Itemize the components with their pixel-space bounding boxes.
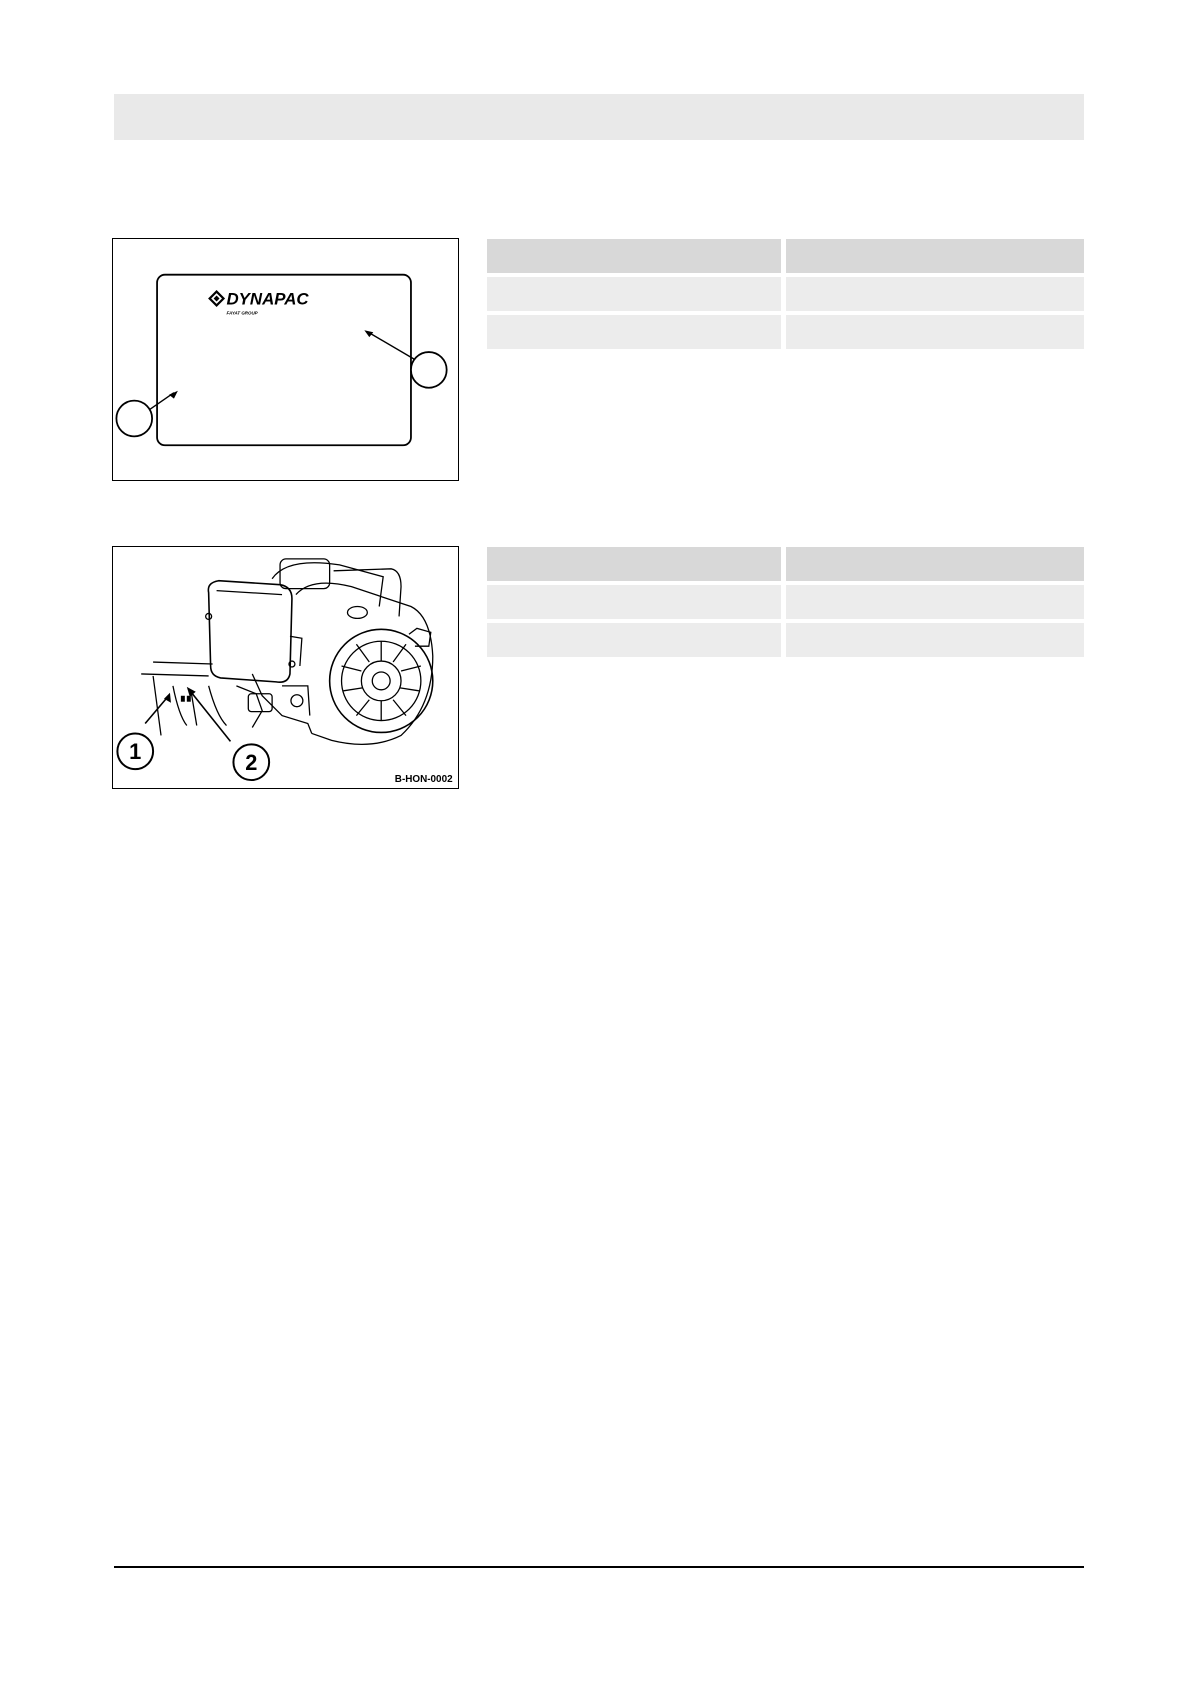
engine-illustration [141, 559, 433, 744]
table-header-cell [487, 547, 781, 581]
spec-table-2 [487, 547, 1084, 657]
arrow-head-icon [364, 330, 373, 337]
dynapac-logo-icon [210, 292, 224, 306]
callout-circle-right [411, 352, 447, 388]
logo-subtext: FAYAT GROUP [226, 310, 258, 316]
leader-line-right [368, 332, 414, 359]
table-cell [487, 623, 781, 657]
table-cell [487, 315, 781, 349]
type-plate-figure [112, 238, 459, 481]
callout-circle-left [116, 401, 152, 437]
leader-line-2 [191, 692, 231, 742]
table-cell [786, 315, 1084, 349]
table-cell [786, 623, 1084, 657]
page-header-bar [114, 94, 1084, 140]
table-header-cell [487, 239, 781, 273]
figure-code: B-HON-0002 [394, 774, 453, 786]
callout-1-label: 1 [129, 739, 142, 765]
table-header-cell [786, 547, 1084, 581]
callout-2-label: 2 [245, 750, 258, 776]
spec-table-1 [487, 239, 1084, 349]
arrow-head-icon [169, 391, 178, 399]
table-cell [487, 585, 781, 619]
table-cell [786, 585, 1084, 619]
type-plate-drawing [113, 239, 458, 480]
engine-figure [112, 546, 459, 789]
table-cell [487, 277, 781, 311]
footer-rule [114, 1566, 1084, 1568]
table-header-cell [786, 239, 1084, 273]
table-cell [786, 277, 1084, 311]
logo-text: DYNAPAC [226, 289, 309, 309]
engine-drawing [113, 547, 458, 788]
